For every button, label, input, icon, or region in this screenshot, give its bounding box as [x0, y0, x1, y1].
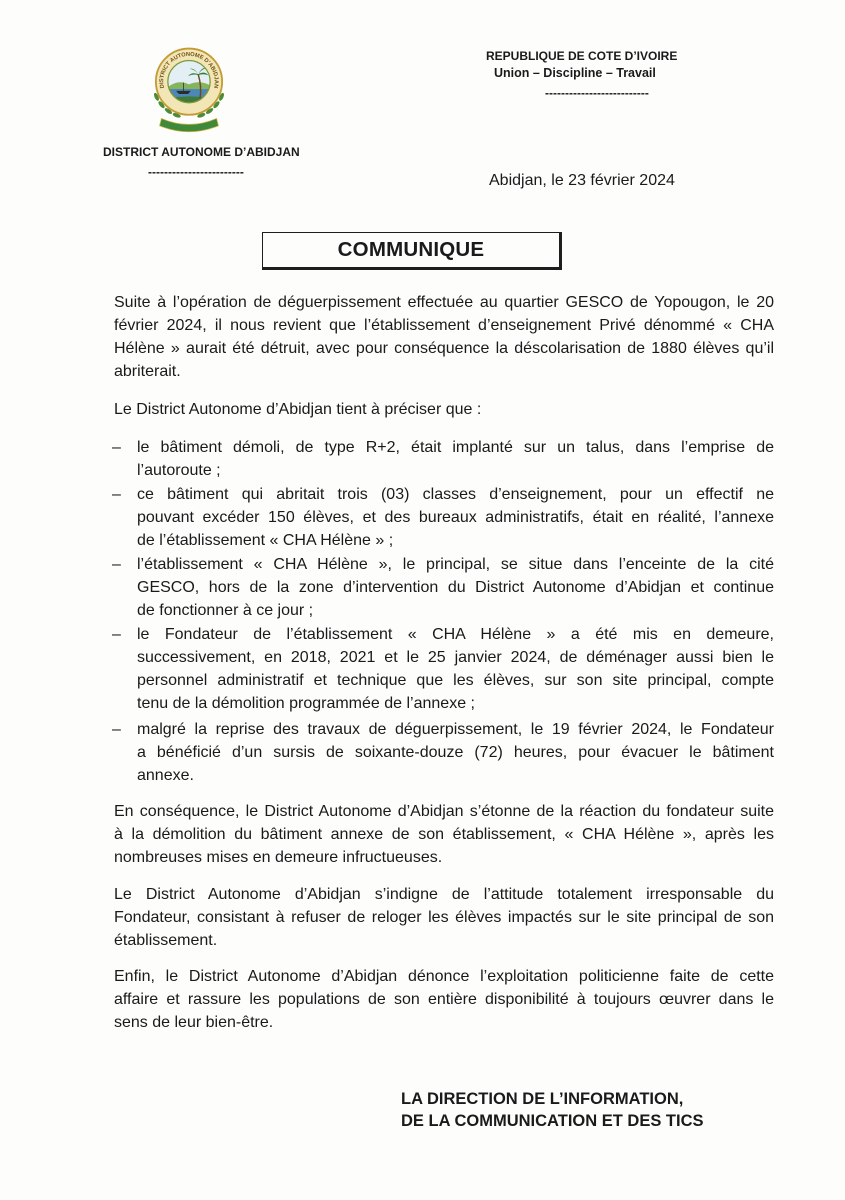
document-title: COMMUNIQUE [337, 238, 485, 261]
bullet-text [137, 483, 774, 552]
district-logo [143, 41, 235, 137]
text-line: Fondateur, consistant à refuser de reloger les élèves impactés sur le site principal de son [114, 909, 774, 926]
country-name: REPUBLIQUE DE COTE D’IVOIRE [486, 49, 678, 63]
bullet-marker: – [112, 486, 121, 503]
text-line: affaire et rassure les populations de son entière disponibilité à toujours œuvrer dans le [114, 991, 774, 1008]
signature-line: DE LA COMMUNICATION ET DES TICS [401, 1112, 704, 1130]
text-line: malgré la reprise des travaux de déguerpissement, le 19 février 2024, le Fondateur [137, 721, 774, 738]
country-divider: -------------------------- [545, 86, 649, 100]
title-box [262, 232, 562, 270]
text-line: a bénéficié d’un sursis de soixante-douze (72) heures, pour évacuer le bâtiment [137, 744, 774, 761]
intro-paragraph [114, 291, 774, 383]
text-line: le bâtiment démoli, de type R+2, était implanté sur un talus, dans l’emprise de [137, 439, 774, 456]
text-line: successivement, en 2018, 2021 et le 25 janvier 2024, de déménager aussi bien le [137, 649, 774, 666]
bullet-text [137, 553, 774, 622]
bullet-item [112, 553, 774, 622]
bullet-text [137, 436, 774, 482]
text-line: GESCO, hors de la zone d’intervention du District Autonome d’Abidjan et continue [137, 579, 774, 596]
district-seal-icon [143, 41, 235, 137]
text-line: annexe. [137, 767, 194, 784]
bullet-marker: – [112, 556, 121, 573]
bullet-text [137, 718, 774, 787]
body-paragraph [114, 883, 774, 952]
issuer-divider: ------------------------ [148, 165, 244, 179]
text-line: à la démolition du bâtiment annexe de son établissement, « CHA Hélène », après les [114, 826, 774, 843]
bullet-item [112, 483, 774, 552]
text-line: personnel administratif et technique que les élèves, sur son site principal, compte [137, 672, 774, 689]
bullet-marker: – [112, 721, 121, 738]
bullet-item [112, 623, 774, 715]
bullet-item [112, 718, 774, 787]
bullet-item [112, 436, 774, 482]
text-line: février 2024, il nous revient que l’établissement d’enseignement Privé dénommé « CHA [114, 317, 774, 334]
issuer-name: DISTRICT AUTONOME D’ABIDJAN [103, 145, 300, 159]
signature-block [401, 1088, 704, 1132]
body-paragraph [114, 965, 774, 1034]
text-line: Enfin, le District Autonome d’Abidjan dénonce l’exploitation politicienne faite de cette [114, 968, 774, 985]
text-line: pouvant excéder 150 élèves, et des bureaux administratifs, était en réalité, l’annexe [137, 509, 774, 526]
text-line: Hélène » aurait été détruit, avec pour conséquence la déscolarisation de 1880 élèves qu’il [114, 340, 774, 357]
text-line: Suite à l’opération de déguerpissement effectuée au quartier GESCO de Yopougon, le 20 [114, 294, 774, 311]
signature-line: LA DIRECTION DE L’INFORMATION, [401, 1090, 684, 1108]
text-line: Le District Autonome d’Abidjan tient à préciser que : [114, 401, 482, 418]
text-line: abriterait. [114, 363, 181, 380]
lead-paragraph [114, 398, 774, 421]
text-line: le Fondateur de l’établissement « CHA Hélène » a été mis en demeure, [137, 626, 774, 643]
text-line: établissement. [114, 932, 218, 949]
text-line: de fonctionner à ce jour ; [137, 602, 314, 619]
national-motto: Union – Discipline – Travail [494, 66, 656, 80]
logo-ribbon [160, 118, 219, 131]
body-paragraph [114, 800, 774, 869]
bullet-marker: – [112, 439, 121, 456]
bullet-text [137, 623, 774, 715]
text-line: Le District Autonome d’Abidjan s’indigne de l’attitude totalement irresponsable du [114, 886, 774, 903]
logo-ring-text: DISTRICT AUTONOME D’ABIDJAN [159, 51, 219, 89]
text-line: l’établissement « CHA Hélène », le principal, se situe dans l’enceinte de la cité [137, 556, 774, 573]
date-line: Abidjan, le 23 février 2024 [489, 172, 675, 189]
text-line: ce bâtiment qui abritait trois (03) classes d’enseignement, pour un effectif ne [137, 486, 774, 503]
bullet-marker: – [112, 626, 121, 643]
text-line: tenu de la démolition programmée de l’annexe ; [137, 695, 475, 712]
text-line: sens de leur bien-être. [114, 1014, 274, 1031]
text-line: l’autoroute ; [137, 462, 221, 479]
text-line: En conséquence, le District Autonome d’Abidjan s’étonne de la réaction du fondateur suite [114, 803, 774, 820]
text-line: de l’établissement « CHA Hélène » ; [137, 532, 394, 549]
text-line: nombreuses mises en demeure infructueuses. [114, 849, 443, 866]
